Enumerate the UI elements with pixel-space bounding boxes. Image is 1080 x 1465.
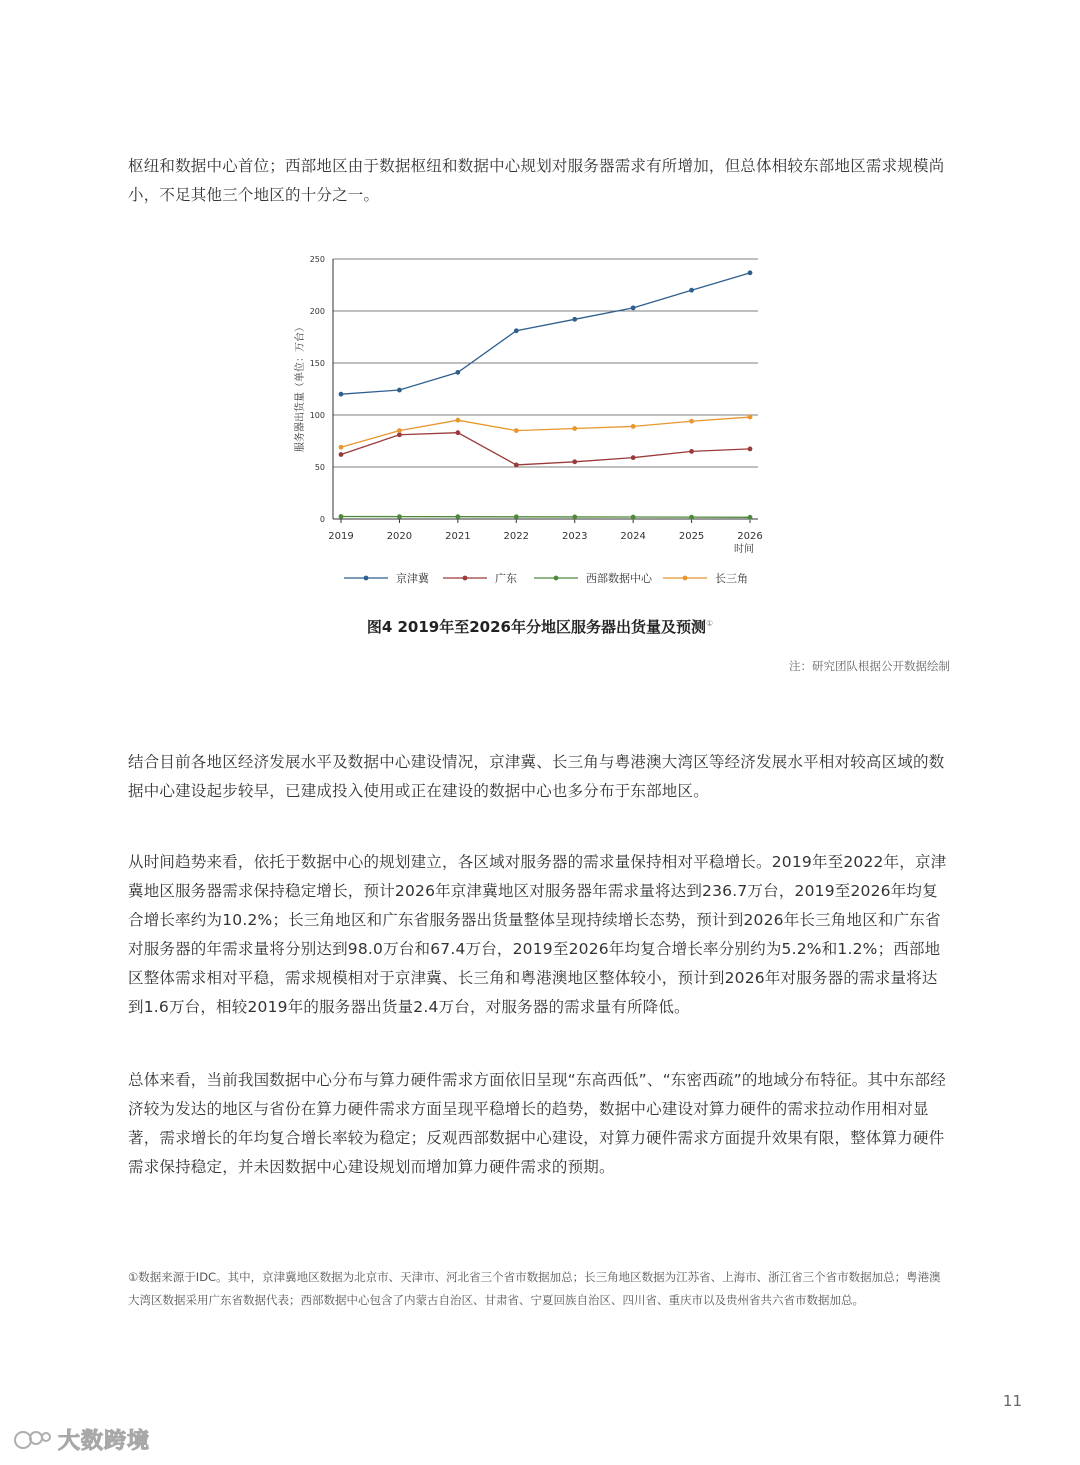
data-point (748, 515, 753, 520)
data-point (455, 430, 460, 435)
data-point (748, 270, 753, 275)
legend-item-3 (663, 571, 748, 585)
series-line (341, 517, 750, 518)
x-tick-label: 2022 (503, 531, 530, 542)
data-point (689, 419, 694, 424)
data-point (572, 317, 577, 322)
figure-caption-text: 图4 2019年至2026年分地区服务器出货量及预测 (366, 618, 706, 636)
x-tick-label: 2024 (620, 531, 646, 542)
page-number: 11 (1002, 1392, 1022, 1410)
series-line (341, 417, 750, 447)
data-point (572, 426, 577, 431)
data-point (339, 445, 344, 450)
data-point (572, 459, 577, 464)
data-point (397, 432, 402, 437)
data-point (689, 288, 694, 293)
watermark-text: 大数跨境 (58, 1429, 151, 1454)
y-tick-label: 100 (309, 411, 325, 420)
legend-swatch-dot (554, 576, 559, 581)
y-tick-label: 150 (309, 359, 325, 368)
x-tick-label: 2026 (737, 531, 763, 542)
paragraph-3: 从时间趋势来看，依托于数据中心的规划建立，各区域对服务器的需求量保持相对平稳增长。2019年至2022年，京津冀地区服务器需求保持稳定增长，预计2026年京津冀地区对服务器年需求量将达到236.7万台，2019至2026年均复合增长率约为10.2%；长三角地区和广东省服务器出货量整体呈现持续增长态势，预计到2026年长三角地区和广东省对服务器的年需求量将分别达到98.0万台和67.4万台，2019至2026年均复合增长率分别约为5.2%和1.2%；西部地区整体需求相对平稳，需求规模相对于京津冀、长三角和粤港澳地区整体较小，预计到2026年对服务器的需求量将达到1.6万台，相较2019年的服务器出货量2.4万台，对服务器的需求量有所降低。 (128, 853, 947, 1016)
paragraph-2: 结合目前各地区经济发展水平及数据中心建设情况，京津冀、长三角与粤港澳大湾区等经济发展水平相对较高区域的数据中心建设起步较早，已建成投入使用或正在建设的数据中心也多分布于东部地区。 (128, 753, 945, 800)
paragraph-4: 总体来看，当前我国数据中心分布与算力硬件需求方面依旧呈现“东高西低”、“东密西疏”的地域分布特征。其中东部经济较为发达的地区与省份在算力硬件需求方面呈现平稳增长的趋势，数据中心建设对算力硬件的需求拉动作用相对显著，需求增长的年均复合增长率较为稳定；反观西部数据中心建设，对算力硬件需求方面提升效果有限，整体算力硬件需求保持稳定，并未因数据中心建设规划而增加算力硬件需求的预期。 (128, 1071, 946, 1176)
data-point (514, 428, 519, 433)
data-point (689, 515, 694, 520)
x-tick-label: 2021 (445, 531, 471, 542)
x-tick-label: 2020 (386, 531, 413, 542)
data-point (455, 370, 460, 375)
x-tick-labels (328, 519, 762, 542)
legend-label: 西部数据中心 (586, 572, 652, 585)
data-point (631, 305, 636, 310)
series-line (341, 433, 750, 465)
x-tick-label: 2023 (561, 531, 588, 542)
data-point (689, 449, 694, 454)
data-point (631, 515, 636, 520)
x-axis-label: 时间 (734, 544, 754, 555)
legend-item-1 (443, 571, 517, 585)
footnote: ①数据来源于IDC。其中，京津冀地区数据为北京市、天津市、河北省三个省市数据加总；长三角地区数据为江苏省、上海市、浙江省三个省市数据加总；粤港澳大湾区数据采用广东省数据代表；西部数据中心包含了内蒙古自治区、甘肃省、宁夏回族自治区、四川省、重庆市以及贵州省共六省市数据加总。 (128, 1270, 941, 1307)
legend-label: 广东 (495, 572, 517, 585)
data-point (514, 463, 519, 468)
series-1 (339, 430, 753, 467)
legend-swatch-dot (364, 576, 369, 581)
series-0 (339, 270, 753, 396)
legend-swatch-dot (463, 576, 468, 581)
data-point (514, 514, 519, 519)
y-axis-label: 服务器出货量（单位：万台） (295, 322, 306, 452)
figure-note: 注：研究团队根据公开数据绘制 (789, 659, 950, 673)
y-tick-label: 0 (319, 515, 325, 524)
series-3 (339, 415, 753, 450)
legend-item-2 (534, 571, 653, 585)
data-point (397, 388, 402, 393)
y-tick-label: 50 (314, 463, 325, 472)
data-point (631, 424, 636, 429)
figure-caption (0, 616, 1080, 637)
data-point (397, 428, 402, 433)
legend-label: 京津冀 (396, 572, 429, 585)
y-tick-labels (310, 255, 325, 524)
watermark (12, 1424, 150, 1455)
data-point (455, 418, 460, 423)
x-tick-label: 2025 (678, 531, 705, 542)
legend-item-0 (344, 571, 430, 585)
paragraph-1: 枢纽和数据中心首位；西部地区由于数据枢纽和数据中心规划对服务器需求有所增加，但总体相较东部地区需求规模尚小，不足其他三个地区的十分之一。 (128, 157, 945, 204)
x-tick-label: 2019 (328, 531, 354, 542)
watermark-logo-icon (12, 1427, 52, 1453)
y-tick-label: 200 (309, 307, 325, 316)
data-point (748, 415, 753, 420)
data-point (455, 514, 460, 519)
chart-legend (344, 571, 748, 585)
series-line (341, 273, 750, 394)
data-point (339, 452, 344, 457)
legend-swatch-dot (683, 576, 688, 581)
data-point (339, 392, 344, 397)
data-point (572, 515, 577, 520)
data-point (631, 455, 636, 460)
chart-series (339, 270, 753, 519)
data-point (339, 514, 344, 519)
figure-footnote-ref[interactable]: ① (706, 619, 714, 628)
data-point (514, 328, 519, 333)
legend-label: 长三角 (715, 572, 748, 585)
y-tick-label: 250 (309, 255, 325, 264)
data-point (397, 514, 402, 519)
data-point (748, 447, 753, 452)
line-chart (280, 245, 780, 590)
